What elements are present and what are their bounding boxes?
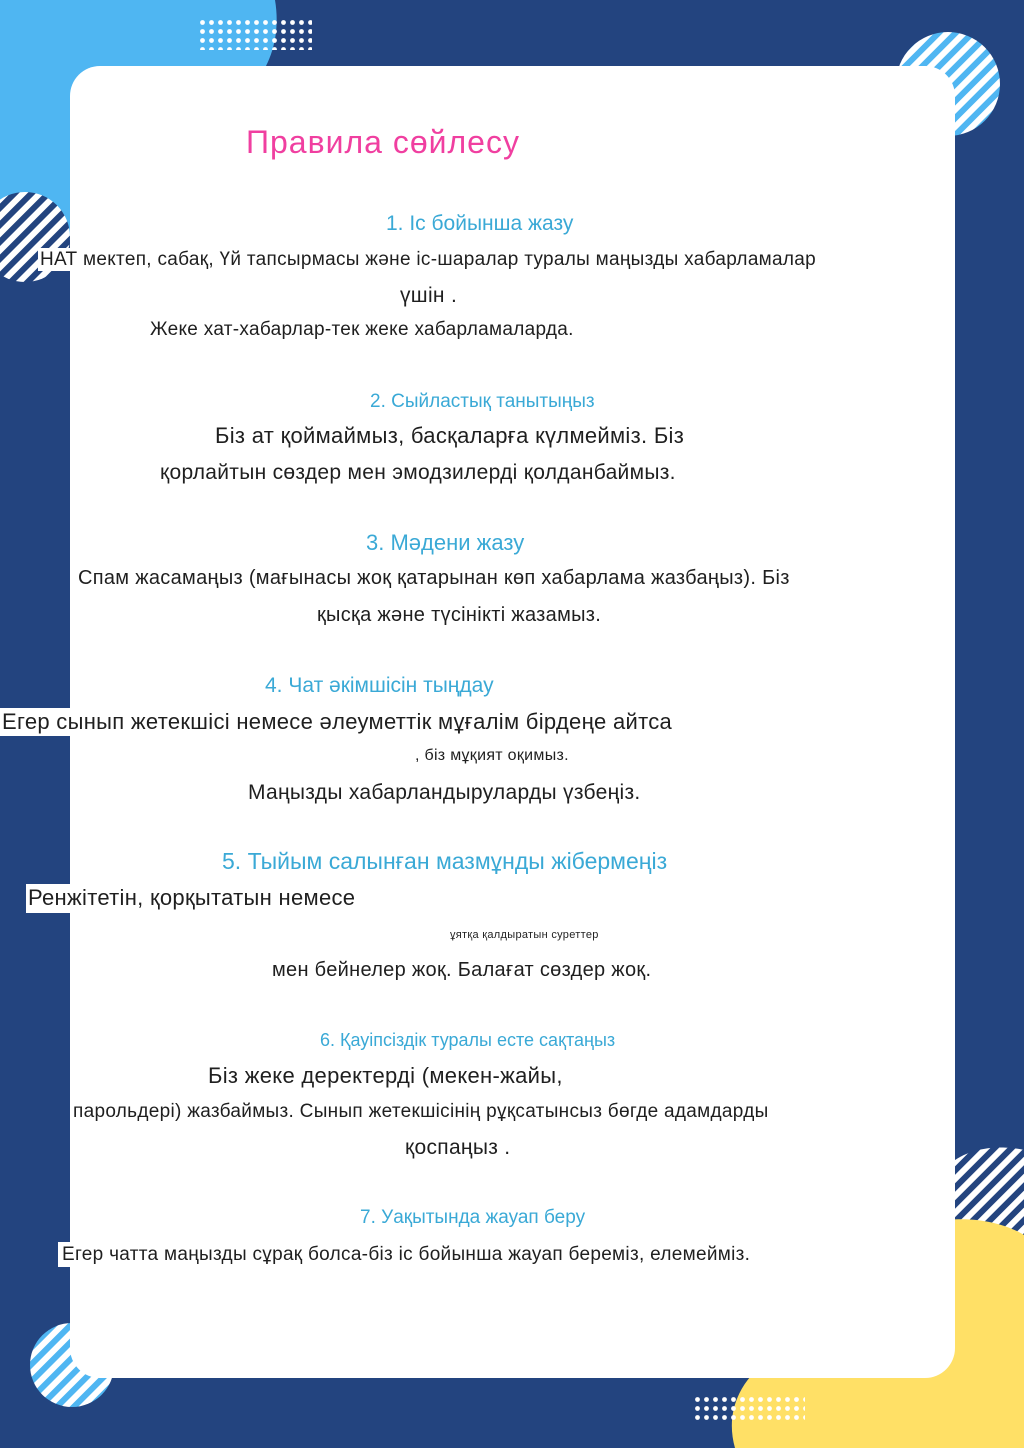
- section-line: қорлайтын сөздер мен эмодзилерді қолданбаймыз.: [160, 461, 676, 484]
- section-line: Ренжітетін, қорқытатын немесе: [26, 884, 875, 913]
- section-line: парольдері) жазбаймыз. Сынып жетекшісінің рұқсатынсыз бөгде адамдарды: [73, 1101, 769, 1122]
- section-heading: 2. Сыйластық танытыңыз: [370, 391, 595, 412]
- section-line: қысқа және түсінікті жазамыз.: [317, 604, 602, 626]
- section-heading: 1. Іс бойынша жазу: [386, 212, 574, 235]
- section-line: Жеке хат-хабарлар-тек жеке хабарламаларда.: [150, 319, 574, 340]
- section-heading: 7. Уақытында жауап беру: [360, 1207, 586, 1228]
- section-heading: 5. Тыйым салынған мазмұнды жібермеңіз: [222, 848, 668, 874]
- section-line: Спам жасамаңыз (мағынасы жоқ қатарынан көп хабарлама жазбаңыз). Біз: [72, 566, 796, 590]
- section-line: қоспаңыз .: [405, 1136, 511, 1159]
- section-line: үшін .: [400, 284, 458, 307]
- section-line: мен бейнелер жоқ. Балағат сөздер жоқ.: [272, 959, 652, 981]
- section-line: Егер чатта маңызды сұрақ болса-біз іс бойынша жауап береміз, елемейміз.: [58, 1242, 754, 1267]
- section-line: ұятқа қалдыратын суреттер: [450, 929, 599, 941]
- section-line: Біз жеке деректерді (мекен-жайы,: [208, 1063, 563, 1088]
- section-line: , біз мұқият оқимыз.: [415, 747, 569, 764]
- section-line: Біз ат қоймаймыз, басқаларға күлмейміз. Біз: [215, 423, 685, 448]
- section-heading: 6. Қауіпсіздік туралы есте сақтаңыз: [320, 1030, 616, 1050]
- dot-grid-top: [200, 20, 312, 50]
- section-line: Маңызды хабарландыруларды үзбеңіз.: [248, 781, 641, 804]
- section-heading: 3. Мәдени жазу: [366, 530, 525, 555]
- section-line: НАТ мектеп, сабақ, Үй тапсырмасы және іс-шаралар туралы маңызды хабарламалар: [38, 248, 822, 271]
- dot-grid-bottom: [693, 1396, 805, 1424]
- section-heading: 4. Чат әкімшісін тыңдау: [265, 674, 494, 697]
- page-title: Правила сөйлесу: [246, 124, 520, 160]
- section-line: Егер сынып жетекшісі немесе әлеуметтік мұғалім бірдеңе айтса: [0, 708, 784, 736]
